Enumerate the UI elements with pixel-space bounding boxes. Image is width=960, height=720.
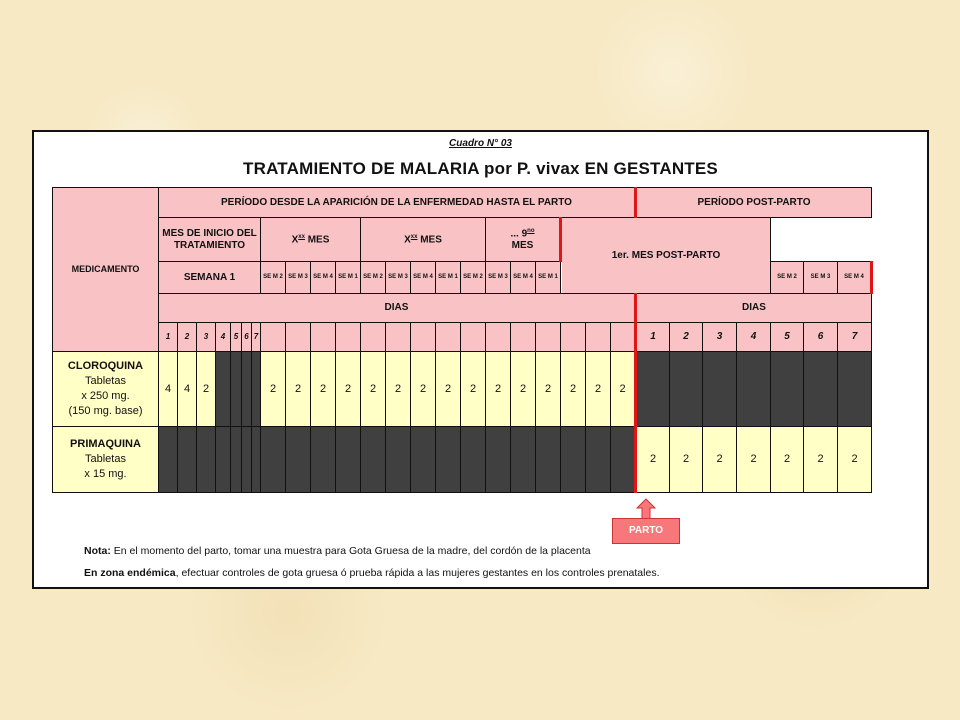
primaquina-empty-cell [216,427,231,493]
week-blank-cell [336,323,361,352]
primaquina-empty-cell [461,427,486,493]
cloroquina-post-empty-cell [771,352,804,427]
cloroquina-post-empty-cell [838,352,872,427]
post-day-number: 3 [703,323,737,352]
table-number: Cuadro N° 03 [449,138,512,149]
primaquina-empty-cell [561,427,586,493]
week-header: SE M 3 [386,262,411,294]
dias-post-header: DIAS [636,294,872,323]
semana-1-header: SEMANA 1 [159,262,261,294]
medicamento-header: MEDICAMENTO [53,188,159,352]
day-number: 7 [252,323,261,352]
cloroquina-week-dose: 2 [561,352,586,427]
week-header: SE M 4 [311,262,336,294]
week-header: SE M 2 [771,262,804,294]
cloroquina-post-empty-cell [703,352,737,427]
day-number: 5 [231,323,242,352]
week-header: SE M 2 [261,262,286,294]
week-blank-cell [461,323,486,352]
cloroquina-week-dose: 2 [361,352,386,427]
post-day-number: 1 [636,323,670,352]
day-number: 2 [178,323,197,352]
periodo-post-parto-header: PERÍODO POST-PARTO [636,188,872,218]
primaquina-empty-cell [536,427,561,493]
zona-text: , efectuar controles de gota gruesa ó prueba rápida a las mujeres gestantes en los controles prenatales. [175,567,660,579]
cloroquina-week-dose: 2 [536,352,561,427]
day-number: 4 [216,323,231,352]
document-title: TRATAMIENTO DE MALARIA por P. vivax EN GESTANTES [243,159,718,178]
primaquina-post-dose: 2 [771,427,804,493]
cloroquina-day-dose: 4 [178,352,197,427]
primaquina-empty-cell [197,427,216,493]
week-header: SE M 1 [336,262,361,294]
week-blank-cell [586,323,611,352]
cloroquina-week-dose: 2 [261,352,286,427]
cloroquina-post-empty-cell [670,352,703,427]
nota-text: En el momento del parto, tomar una muestra para Gota Gruesa de la madre, del cordón de la placenta [110,545,591,557]
primaquina-empty-cell [261,427,286,493]
primaquina-empty-cell [586,427,611,493]
primaquina-empty-cell [361,427,386,493]
zona-endemica-line [84,567,660,579]
week-header: SE M 3 [286,262,311,294]
primaquina-empty-cell [486,427,511,493]
post-day-number: 2 [670,323,703,352]
nota-line [84,545,591,557]
cloroquina-empty-cell [252,352,261,427]
cloroquina-empty-cell [242,352,252,427]
week-blank-cell [511,323,536,352]
primaquina-label: PRIMAQUINA Tabletas x 15 mg. [53,427,159,493]
week-header: SE M 2 [461,262,486,294]
primaquina-empty-cell [436,427,461,493]
mes-9-header: ... $9^{no}$ MES [486,218,561,262]
post-parto-month-header: 1er. MES POST-PARTO [561,218,771,294]
cloroquina-day-dose: 4 [159,352,178,427]
cloroquina-week-dose: 2 [386,352,411,427]
primaquina-post-dose: 2 [636,427,670,493]
week-header: SE M 2 [361,262,386,294]
primaquina-empty-cell [611,427,636,493]
primaquina-empty-cell [242,427,252,493]
cloroquina-day-dose: 2 [197,352,216,427]
post-day-number: 4 [737,323,771,352]
primaquina-post-dose: 2 [703,427,737,493]
cloroquina-week-dose: 2 [311,352,336,427]
primaquina-post-dose: 2 [804,427,838,493]
cloroquina-week-dose: 2 [511,352,536,427]
dias-header: DIAS [159,294,636,323]
day-number: 1 [159,323,178,352]
day-number: 6 [242,323,252,352]
parto-arrow-icon [635,498,657,520]
primaquina-empty-cell [311,427,336,493]
cloroquina-week-dose: 2 [436,352,461,427]
cloroquina-week-dose: 2 [486,352,511,427]
primaquina-empty-cell [386,427,411,493]
week-blank-cell [486,323,511,352]
zona-label: En zona endémica [84,567,176,579]
primaquina-empty-cell [286,427,311,493]
cloroquina-post-empty-cell [804,352,838,427]
post-day-number: 5 [771,323,804,352]
week-blank-cell [561,323,586,352]
week-header: SE M 3 [804,262,838,294]
cloroquina-post-empty-cell [636,352,670,427]
week-blank-cell [361,323,386,352]
week-blank-cell [261,323,286,352]
week-header: SE M 1 [436,262,461,294]
primaquina-empty-cell [159,427,178,493]
mes-inicio-header: MES DE INICIO DEL TRATAMIENTO [159,218,261,262]
primaquina-empty-cell [178,427,197,493]
primaquina-empty-cell [252,427,261,493]
cloroquina-week-dose: 2 [611,352,636,427]
week-header: SE M 3 [486,262,511,294]
treatment-table [52,187,873,493]
post-day-number: 7 [838,323,872,352]
cloroquina-week-dose: 2 [586,352,611,427]
week-header: SE M 4 [838,262,872,294]
week-blank-cell [536,323,561,352]
cloroquina-empty-cell [216,352,231,427]
cloroquina-week-dose: 2 [411,352,436,427]
week-header: SE M 1 [536,262,561,294]
mes-x-header-1: $X^{xx}$ MES [261,218,361,262]
parto-badge: PARTO [612,518,680,544]
nota-label: Nota: [84,545,111,557]
cloroquina-empty-cell [231,352,242,427]
mes-x-header-2: $X^{xx}$ MES [361,218,486,262]
cloroquina-post-empty-cell [737,352,771,427]
day-number: 3 [197,323,216,352]
week-header: SE M 4 [511,262,536,294]
week-blank-cell [286,323,311,352]
week-blank-cell [611,323,636,352]
week-header: SE M 4 [411,262,436,294]
primaquina-empty-cell [336,427,361,493]
primaquina-empty-cell [231,427,242,493]
primaquina-post-dose: 2 [737,427,771,493]
cloroquina-week-dose: 2 [286,352,311,427]
cloroquina-week-dose: 2 [336,352,361,427]
cloroquina-week-dose: 2 [461,352,486,427]
periodo-pre-parto-header: PERÍODO DESDE LA APARICIÓN DE LA ENFERMEDAD HASTA EL PARTO [159,188,636,218]
cloroquina-label: CLOROQUINA Tabletas x 250 mg. (150 mg. base) [53,352,159,427]
primaquina-empty-cell [511,427,536,493]
week-blank-cell [436,323,461,352]
treatment-document [32,130,929,589]
primaquina-post-dose: 2 [838,427,872,493]
week-blank-cell [411,323,436,352]
post-day-number: 6 [804,323,838,352]
primaquina-empty-cell [411,427,436,493]
primaquina-post-dose: 2 [670,427,703,493]
week-blank-cell [386,323,411,352]
week-blank-cell [311,323,336,352]
